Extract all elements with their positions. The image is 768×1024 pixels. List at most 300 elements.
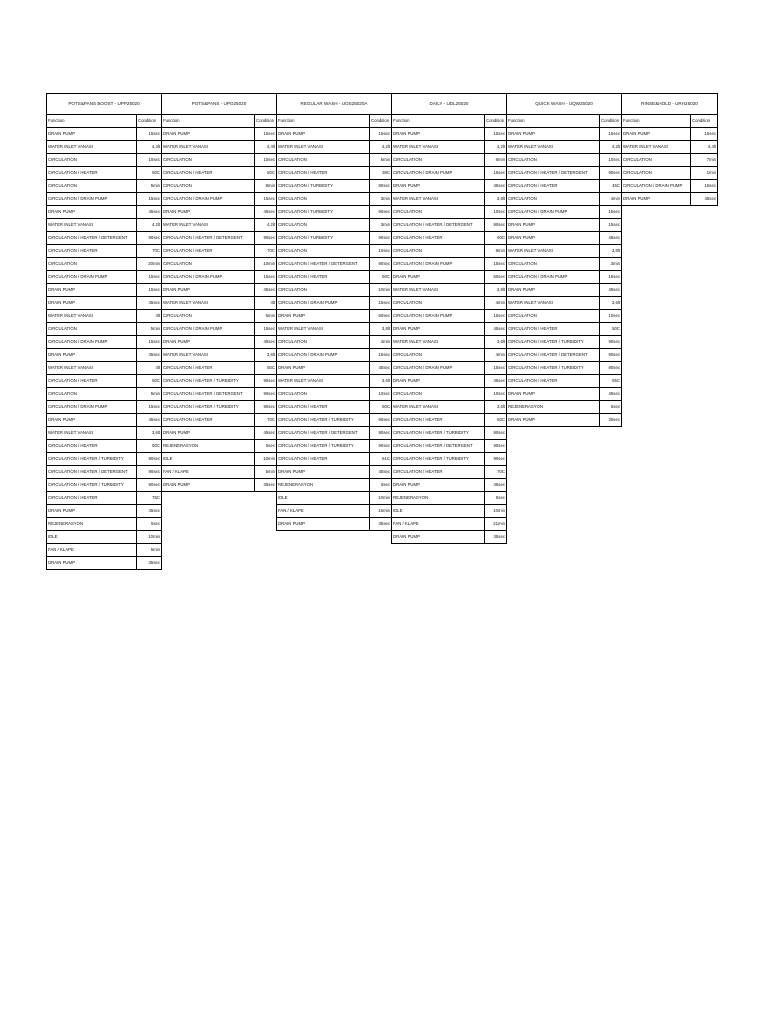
condition-cell: 4min: [600, 193, 622, 206]
table-row: [162, 258, 277, 271]
function-cell: CIRCULATION / HEATER: [162, 414, 255, 427]
condition-cell: 45sec: [485, 323, 507, 336]
function-cell: CIRCULATION / TURBIDITY: [277, 206, 370, 219]
function-cell: CIRCULATION: [47, 180, 137, 193]
condition-cell: 90sec: [370, 206, 392, 219]
column-header-condition: Condition: [137, 115, 162, 128]
table-row: [507, 271, 622, 284]
function-cell: CIRCULATION: [507, 258, 600, 271]
condition-cell: 3min: [370, 193, 392, 206]
table-row: [277, 362, 392, 375]
table-row: [162, 167, 277, 180]
function-cell: CIRCULATION / HEATER / DETERGENT: [392, 440, 485, 453]
table-row: [392, 128, 507, 141]
condition-cell: 5min: [137, 388, 162, 401]
condition-cell: 45sec: [600, 388, 622, 401]
function-cell: CIRCULATION / DRAIN PUMP: [392, 258, 485, 271]
table-row: [392, 232, 507, 245]
table-row: [507, 323, 622, 336]
function-cell: CIRCULATION / HEATER / TURBIDITY: [47, 453, 137, 466]
table-row: [277, 518, 392, 531]
column-header-condition: Condition: [485, 115, 507, 128]
condition-cell: 1min: [691, 167, 718, 180]
condition-cell: 4,2lt: [255, 219, 277, 232]
table-row: [277, 258, 392, 271]
function-cell: WATER INLET VANASI: [47, 427, 137, 440]
function-cell: FAN / KLAPE: [392, 518, 485, 531]
table-row: [392, 310, 507, 323]
table-row: [622, 167, 718, 180]
condition-cell: 15sec: [137, 401, 162, 414]
table-row: [47, 349, 162, 362]
table-row: [507, 180, 622, 193]
table-row: [47, 362, 162, 375]
condition-cell: 10sec: [137, 154, 162, 167]
program-table: [161, 93, 277, 492]
table-row: [162, 271, 277, 284]
function-cell: DRAIN PUMP: [392, 180, 485, 193]
condition-cell: 10min: [370, 284, 392, 297]
condition-cell: 5min: [137, 323, 162, 336]
function-cell: CIRCULATION / HEATER: [47, 492, 137, 505]
condition-cell: 3,6lt: [600, 297, 622, 310]
table-row: [162, 284, 277, 297]
function-cell: CIRCULATION / HEATER / DETERGENT: [47, 466, 137, 479]
function-cell: CIRCULATION: [47, 154, 137, 167]
function-cell: DRAIN PUMP: [277, 466, 370, 479]
table-row: [47, 544, 162, 557]
table-row: [507, 206, 622, 219]
function-cell: DRAIN PUMP: [162, 128, 255, 141]
function-cell: WATER INLET VANASI: [277, 323, 370, 336]
condition-cell: 8min: [485, 154, 507, 167]
function-cell: CIRCULATION: [622, 167, 691, 180]
table-row: [47, 453, 162, 466]
table-row: [507, 128, 622, 141]
function-cell: CIRCULATION / HEATER / TURBIDITY: [277, 440, 370, 453]
condition-cell: 3,6lt: [370, 375, 392, 388]
table-row: [277, 414, 392, 427]
function-cell: WATER INLET VANASI: [162, 219, 255, 232]
condition-cell: 50C: [370, 271, 392, 284]
condition-cell: 45sec: [137, 349, 162, 362]
function-cell: DRAIN PUMP: [622, 193, 691, 206]
table-row: [47, 323, 162, 336]
table-row: [392, 505, 507, 518]
table-row: [47, 531, 162, 544]
condition-cell: 15sec: [137, 193, 162, 206]
condition-cell: 90sec: [255, 232, 277, 245]
function-cell: CIRCULATION / HEATER / TURBIDITY: [162, 401, 255, 414]
function-cell: DRAIN PUMP: [162, 427, 255, 440]
function-cell: CIRCULATION / DRAIN PUMP: [47, 271, 137, 284]
condition-cell: 90sec: [137, 479, 162, 492]
function-cell: CIRCULATION / DRAIN PUMP: [277, 297, 370, 310]
condition-cell: 15sec: [255, 193, 277, 206]
function-cell: CIRCULATION / HEATER / DETERGENT: [507, 349, 600, 362]
table-row: [162, 180, 277, 193]
condition-cell: 90sec: [370, 427, 392, 440]
function-cell: WATER INLET VANASI: [47, 141, 137, 154]
program-title: REGULAR WASH - UOS25020A: [277, 94, 392, 115]
program-table: [506, 93, 622, 427]
table-row: [507, 232, 622, 245]
condition-cell: 4lt: [137, 310, 162, 323]
table-row: [47, 414, 162, 427]
table-row: [507, 167, 622, 180]
table-row: [162, 245, 277, 258]
table-row: [622, 193, 718, 206]
condition-cell: 50C: [255, 167, 277, 180]
table-row: [277, 310, 392, 323]
table-row: [47, 466, 162, 479]
condition-cell: 3,6lt: [255, 349, 277, 362]
function-cell: CIRCULATION / DRAIN PUMP: [622, 180, 691, 193]
function-cell: CIRCULATION: [277, 388, 370, 401]
condition-cell: 21min: [485, 518, 507, 531]
function-cell: WATER INLET VANASI: [162, 141, 255, 154]
condition-cell: 15sec: [370, 297, 392, 310]
function-cell: WATER INLET VANASI: [392, 193, 485, 206]
function-cell: CIRCULATION / DRAIN PUMP: [162, 323, 255, 336]
condition-cell: 5min: [137, 180, 162, 193]
table-row: [162, 310, 277, 323]
function-cell: CIRCULATION / HEATER / DETERGENT: [507, 167, 600, 180]
table-row: [392, 492, 507, 505]
table-row: [622, 128, 718, 141]
condition-cell: 10min: [485, 505, 507, 518]
function-cell: CIRCULATION / HEATER / DETERGENT: [162, 232, 255, 245]
condition-cell: 75C: [137, 492, 162, 505]
condition-cell: 15sec: [600, 206, 622, 219]
function-cell: CIRCULATION / DRAIN PUMP: [277, 349, 370, 362]
table-row: [47, 440, 162, 453]
program-table: [621, 93, 718, 206]
table-row: [47, 258, 162, 271]
table-row: [507, 245, 622, 258]
function-cell: REJENERASYON: [392, 492, 485, 505]
table-row: [47, 141, 162, 154]
table-row: [47, 219, 162, 232]
condition-cell: 3min: [600, 258, 622, 271]
function-cell: WATER INLET VANASI: [622, 141, 691, 154]
condition-cell: 15sec: [137, 284, 162, 297]
table-row: [507, 310, 622, 323]
condition-cell: 45sec: [485, 180, 507, 193]
function-cell: DRAIN PUMP: [47, 297, 137, 310]
table-row: [392, 479, 507, 492]
condition-cell: 3min: [370, 219, 392, 232]
function-cell: CIRCULATION / HEATER: [392, 232, 485, 245]
table-row: [162, 427, 277, 440]
function-cell: REJENERASYON: [277, 479, 370, 492]
function-cell: CIRCULATION / DRAIN PUMP: [47, 401, 137, 414]
condition-cell: 45sec: [255, 427, 277, 440]
condition-cell: 90sec: [600, 336, 622, 349]
condition-cell: 50C: [255, 362, 277, 375]
condition-cell: 10min: [255, 258, 277, 271]
condition-cell: 70C: [485, 466, 507, 479]
function-cell: DRAIN PUMP: [162, 284, 255, 297]
table-row: [47, 154, 162, 167]
condition-cell: 90sec: [137, 466, 162, 479]
condition-cell: 45sec: [370, 466, 392, 479]
condition-cell: 15sec: [485, 167, 507, 180]
condition-cell: 20min: [137, 258, 162, 271]
table-row: [392, 284, 507, 297]
condition-cell: 3,8lt: [600, 245, 622, 258]
condition-cell: 4,4lt: [255, 141, 277, 154]
condition-cell: 45sec: [485, 479, 507, 492]
table-row: [507, 297, 622, 310]
table-row: [507, 284, 622, 297]
function-cell: DRAIN PUMP: [47, 128, 137, 141]
condition-cell: 45sec: [255, 336, 277, 349]
table-row: [392, 427, 507, 440]
condition-cell: 35sec: [137, 557, 162, 570]
function-cell: CIRCULATION / HEATER / DETERGENT: [277, 258, 370, 271]
function-cell: CIRCULATION / DRAIN PUMP: [392, 167, 485, 180]
condition-cell: 45sec: [485, 375, 507, 388]
table-row: [392, 466, 507, 479]
table-row: [277, 401, 392, 414]
function-cell: CIRCULATION: [277, 154, 370, 167]
function-cell: FAN / KLAPE: [162, 466, 255, 479]
table-row: [277, 427, 392, 440]
condition-cell: 15sec: [691, 180, 718, 193]
table-row: [277, 219, 392, 232]
table-row: [392, 349, 507, 362]
function-cell: CIRCULATION: [47, 323, 137, 336]
function-cell: CIRCULATION / HEATER: [47, 245, 137, 258]
function-cell: DRAIN PUMP: [622, 128, 691, 141]
table-row: [507, 154, 622, 167]
table-row: [392, 271, 507, 284]
table-row: [277, 271, 392, 284]
program-title: POTS&PANS BOOST - UPP25020: [47, 94, 162, 115]
function-cell: CIRCULATION / TURBIDITY: [277, 180, 370, 193]
function-cell: CIRCULATION / HEATER: [162, 245, 255, 258]
table-row: [277, 232, 392, 245]
function-cell: CIRCULATION: [392, 154, 485, 167]
condition-cell: 10sec: [370, 245, 392, 258]
function-cell: CIRCULATION / HEATER / TURBIDITY: [162, 375, 255, 388]
condition-cell: 50C: [370, 401, 392, 414]
table-row: [162, 466, 277, 479]
condition-cell: 5sec: [370, 479, 392, 492]
condition-cell: 3,8lt: [485, 284, 507, 297]
condition-cell: 10sec: [485, 388, 507, 401]
table-row: [162, 349, 277, 362]
function-cell: CIRCULATION: [162, 310, 255, 323]
function-cell: DRAIN PUMP: [392, 479, 485, 492]
function-cell: CIRCULATION: [392, 206, 485, 219]
function-cell: WATER INLET VANASI: [162, 349, 255, 362]
table-row: [47, 284, 162, 297]
function-cell: CIRCULATION: [622, 154, 691, 167]
function-cell: DRAIN PUMP: [47, 505, 137, 518]
function-cell: DRAIN PUMP: [47, 284, 137, 297]
program-table: [391, 93, 507, 544]
table-row: [162, 206, 277, 219]
function-cell: WATER INLET VANASI: [392, 401, 485, 414]
function-cell: DRAIN PUMP: [277, 128, 370, 141]
table-row: [162, 453, 277, 466]
table-row: [392, 193, 507, 206]
condition-cell: 15sec: [255, 271, 277, 284]
function-cell: CIRCULATION / HEATER: [47, 375, 137, 388]
function-cell: CIRCULATION: [277, 245, 370, 258]
function-cell: REJENERASYON: [47, 518, 137, 531]
condition-cell: 90sec: [255, 388, 277, 401]
table-row: [47, 206, 162, 219]
condition-cell: 45C: [600, 180, 622, 193]
table-row: [392, 206, 507, 219]
condition-cell: 55C: [600, 375, 622, 388]
table-row: [162, 440, 277, 453]
condition-cell: 10min: [137, 531, 162, 544]
function-cell: DRAIN PUMP: [507, 284, 600, 297]
column-header-function: Function: [277, 115, 370, 128]
function-cell: DRAIN PUMP: [162, 336, 255, 349]
function-cell: WATER INLET VANASI: [507, 141, 600, 154]
function-cell: CIRCULATION / HEATER: [507, 323, 600, 336]
function-cell: CIRCULATION / DRAIN PUMP: [507, 271, 600, 284]
condition-cell: 4min: [485, 349, 507, 362]
function-cell: WATER INLET VANASI: [507, 245, 600, 258]
table-row: [162, 154, 277, 167]
condition-cell: 15sec: [600, 128, 622, 141]
condition-cell: 35sec: [255, 479, 277, 492]
condition-cell: 5min: [255, 466, 277, 479]
table-row: [392, 154, 507, 167]
table-row: [277, 128, 392, 141]
function-cell: CIRCULATION: [162, 154, 255, 167]
table-row: [47, 193, 162, 206]
column-header-function: Function: [392, 115, 485, 128]
function-cell: DRAIN PUMP: [392, 375, 485, 388]
condition-cell: 90sec: [255, 401, 277, 414]
function-cell: CIRCULATION / HEATER / DETERGENT: [162, 388, 255, 401]
table-row: [277, 206, 392, 219]
condition-cell: 90sec: [370, 440, 392, 453]
condition-cell: 50C: [137, 167, 162, 180]
condition-cell: 61C: [370, 453, 392, 466]
table-row: [162, 479, 277, 492]
table-row: [392, 141, 507, 154]
function-cell: CIRCULATION: [277, 284, 370, 297]
function-cell: CIRCULATION: [162, 258, 255, 271]
column-header-function: Function: [507, 115, 600, 128]
condition-cell: 10sec: [485, 206, 507, 219]
table-row: [277, 167, 392, 180]
condition-cell: 50C: [137, 440, 162, 453]
function-cell: CIRCULATION / HEATER / TURBIDITY: [47, 479, 137, 492]
condition-cell: 15sec: [137, 336, 162, 349]
program-title: POTS&PANS - UPO25020: [162, 94, 277, 115]
table-row: [277, 375, 392, 388]
table-row: [507, 388, 622, 401]
program-title: QUICK WASH - UQW25020: [507, 94, 622, 115]
function-cell: CIRCULATION / HEATER: [392, 466, 485, 479]
table-row: [47, 232, 162, 245]
condition-cell: 90sec: [485, 440, 507, 453]
function-cell: DRAIN PUMP: [507, 414, 600, 427]
function-cell: DRAIN PUMP: [162, 206, 255, 219]
program-title: RINSE&HOLD - URH25020: [622, 94, 718, 115]
function-cell: CIRCULATION / DRAIN PUMP: [507, 206, 600, 219]
condition-cell: 15sec: [255, 128, 277, 141]
table-row: [47, 375, 162, 388]
condition-cell: 10sec: [255, 154, 277, 167]
condition-cell: 15sec: [137, 128, 162, 141]
table-row: [47, 271, 162, 284]
condition-cell: 45sec: [255, 284, 277, 297]
condition-cell: 8min: [485, 245, 507, 258]
table-row: [162, 141, 277, 154]
condition-cell: 45sec: [137, 297, 162, 310]
table-row: [47, 336, 162, 349]
function-cell: CIRCULATION / TURBIDITY: [277, 232, 370, 245]
condition-cell: 15sec: [485, 258, 507, 271]
function-cell: FAN / KLAPE: [277, 505, 370, 518]
function-cell: CIRCULATION / HEATER: [47, 167, 137, 180]
function-cell: CIRCULATION / HEATER / TURBIDITY: [507, 362, 600, 375]
function-cell: REJENERASYON: [507, 401, 600, 414]
table-row: [162, 219, 277, 232]
condition-cell: 15sec: [485, 128, 507, 141]
condition-cell: 90sec: [485, 427, 507, 440]
table-row: [47, 388, 162, 401]
condition-cell: 35sec: [370, 518, 392, 531]
function-cell: WATER INLET VANASI: [392, 141, 485, 154]
table-row: [392, 219, 507, 232]
table-row: [392, 336, 507, 349]
condition-cell: 90sec: [600, 349, 622, 362]
table-row: [47, 557, 162, 570]
table-row: [277, 297, 392, 310]
table-row: [392, 440, 507, 453]
function-cell: IDLE: [277, 492, 370, 505]
function-cell: CIRCULATION / HEATER: [162, 362, 255, 375]
condition-cell: 4,2lt: [370, 141, 392, 154]
function-cell: CIRCULATION / HEATER: [507, 375, 600, 388]
condition-cell: 15sec: [255, 323, 277, 336]
table-row: [47, 245, 162, 258]
function-cell: CIRCULATION: [277, 193, 370, 206]
table-row: [392, 401, 507, 414]
condition-cell: 90sec: [485, 219, 507, 232]
function-cell: CIRCULATION: [392, 388, 485, 401]
condition-cell: 90sec: [600, 167, 622, 180]
table-row: [277, 193, 392, 206]
function-cell: CIRCULATION / HEATER: [162, 167, 255, 180]
function-cell: IDLE: [47, 531, 137, 544]
condition-cell: 10sec: [600, 310, 622, 323]
table-row: [507, 349, 622, 362]
function-cell: DRAIN PUMP: [162, 479, 255, 492]
table-row: [162, 336, 277, 349]
condition-cell: 7min: [691, 154, 718, 167]
program-table: [46, 93, 162, 570]
function-cell: WATER INLET VANASI: [392, 284, 485, 297]
condition-cell: 70C: [137, 245, 162, 258]
table-row: [507, 141, 622, 154]
function-cell: CIRCULATION / HEATER / TURBIDITY: [277, 414, 370, 427]
table-row: [392, 180, 507, 193]
condition-cell: 90sec: [137, 232, 162, 245]
table-row: [392, 258, 507, 271]
